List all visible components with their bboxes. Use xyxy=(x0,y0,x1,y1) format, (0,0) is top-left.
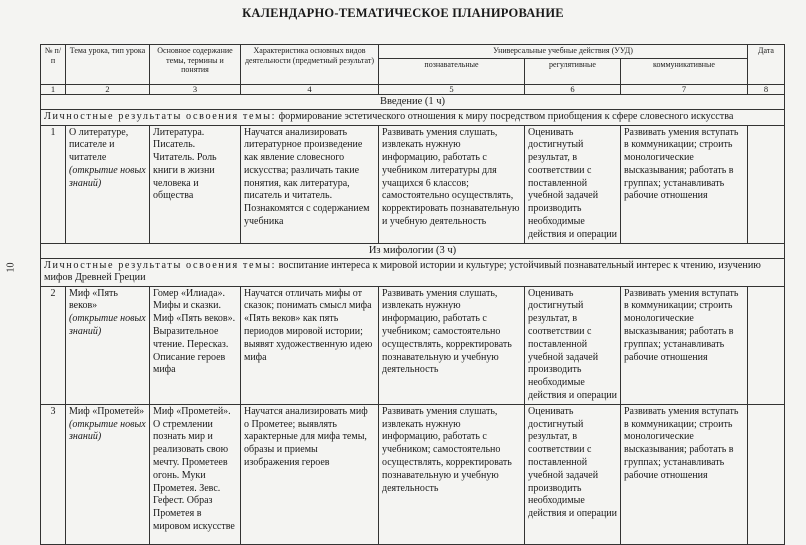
column-number: 3 xyxy=(150,85,241,95)
header-num: № п/п xyxy=(41,45,66,85)
personal-results xyxy=(41,258,785,286)
section-row xyxy=(41,243,785,258)
section-row xyxy=(41,95,785,110)
header-date: Дата xyxy=(748,45,785,85)
section-title: Из мифологии (3 ч) xyxy=(41,243,785,258)
header-regulatory: регулятивные xyxy=(525,59,621,85)
lesson-topic-title: О литературе, писателе и читателе xyxy=(69,126,129,164)
lesson-topic-title: Миф «Пять веков» xyxy=(69,287,118,312)
personal-results xyxy=(41,110,785,126)
lesson-num: 2 xyxy=(41,286,66,404)
personal-results-row xyxy=(41,110,785,126)
lesson-topic-type: (открытие новых знаний) xyxy=(69,164,146,189)
lesson-regulatory: Оценивать достигнутый результат, в соответствии с поставленной учебной задачей производить необходимые действия и операции xyxy=(525,286,621,404)
lesson-date xyxy=(748,404,785,544)
column-number: 7 xyxy=(621,85,748,95)
lesson-date xyxy=(748,125,785,243)
column-number: 1 xyxy=(41,85,66,95)
section-title: Введение (1 ч) xyxy=(41,95,785,110)
column-number: 6 xyxy=(525,85,621,95)
lesson-row xyxy=(41,286,785,404)
lesson-row xyxy=(41,404,785,544)
column-number: 5 xyxy=(379,85,525,95)
column-number: 2 xyxy=(66,85,150,95)
header-topic: Тема урока, тип урока xyxy=(66,45,150,85)
column-number: 8 xyxy=(748,85,785,95)
lesson-regulatory: Оценивать достигнутый результат, в соответствии с поставленной учебной задачей производить необходимые действия и операции xyxy=(525,125,621,243)
lesson-cognitive: Развивать умения слушать, извлекать нужную информацию, работать с учебником; самостоятельно осуществлять, корректировать познавательную и учебную деятельность xyxy=(379,404,525,544)
lesson-num: 1 xyxy=(41,125,66,243)
page-title: КАЛЕНДАРНО-ТЕМАТИЧЕСКОЕ ПЛАНИРОВАНИЕ xyxy=(242,6,564,20)
column-number: 4 xyxy=(241,85,379,95)
lesson-topic-type: (открытие новых знаний) xyxy=(69,313,146,338)
lesson-communicative: Развивать умения вступать в коммуникации; строить монологические высказывания; работать в группах; устанавливать рабочие отношения xyxy=(621,404,748,544)
personal-results-text: воспитание интереса к мировой истории и культуре; устойчивый познавательный интерес к чтению, изучению мифов Древней Греции xyxy=(44,259,761,284)
header-characteristic: Характеристика основных видов деятельности (предметный результат) xyxy=(241,45,379,85)
lesson-cognitive: Развивать умения слушать, извлекать нужную информацию, работать с учебником; самостоятельно осуществлять, корректировать познавательную и учебную деятельность xyxy=(379,286,525,404)
personal-results-label: Личностные результаты освоения темы: xyxy=(44,111,277,122)
page-number: 10 xyxy=(5,262,17,273)
lesson-content: Литература. Писатель. Читатель. Роль книги в жизни человека и общества xyxy=(150,125,241,243)
lesson-regulatory: Оценивать достигнутый результат, в соответствии с поставленной учебной задачей производить необходимые действия и операции xyxy=(525,404,621,544)
lesson-characteristic: Научатся анализировать миф о Прометее; выявлять характерные для мифа темы, образы и приемы изображения героев xyxy=(241,404,379,544)
lesson-content: Гомер «Илиада». Мифы и сказки. Миф «Пять веков». Выразительное чтение. Пересказ. Описание героев мифа xyxy=(150,286,241,404)
lesson-topic-title: Миф «Прометей» xyxy=(69,405,145,417)
lesson-topic xyxy=(66,286,150,404)
lesson-row xyxy=(41,125,785,243)
lesson-topic xyxy=(66,404,150,544)
lesson-date xyxy=(748,286,785,404)
header-communicative: коммуникативные xyxy=(621,59,748,85)
lesson-characteristic: Научатся анализировать литературное произведение как явление словесного искусства; различать такие понятия, как литература, писатель и читатель. Познакомятся с содержанием учебника xyxy=(241,125,379,243)
personal-results-text: формирование эстетического отношения к миру посредством приобщения к сфере словесного искусства xyxy=(276,111,734,122)
lesson-characteristic: Научатся отличать мифы от сказок; понимать смысл мифа «Пять веков» как пять периодов мировой истории; выявят художественную идею мифа xyxy=(241,286,379,404)
lesson-communicative: Развивать умения вступать в коммуникации; строить монологические высказывания; работать в группах; устанавливать рабочие отношения xyxy=(621,286,748,404)
column-numbers-row xyxy=(41,85,785,95)
lesson-topic-type: (открытие новых знаний) xyxy=(69,418,146,443)
personal-results-row xyxy=(41,258,785,286)
header-cognitive: познавательные xyxy=(379,59,525,85)
planning-table xyxy=(40,44,785,545)
lesson-cognitive: Развивать умения слушать, извлекать нужную информацию, работать с учебником литературы для учащихся 6 классов; самостоятельно осуществлять, корректировать познавательную и учебную деятельность xyxy=(379,125,525,243)
lesson-num: 3 xyxy=(41,404,66,544)
personal-results-label: Личностные результаты освоения темы: xyxy=(44,259,277,271)
lesson-communicative: Развивать умения вступать в коммуникации; строить монологические высказывания; работать в группах; устанавливать рабочие отношения xyxy=(621,125,748,243)
lesson-content: Миф «Прометей». О стремлении познать мир и реализовать свою мечту. Прометеев огонь. Муки Прометея. Зевс. Гефест. Образ Прометея в мировом искусстве xyxy=(150,404,241,544)
header-content: Основное содержание темы, термины и понятия xyxy=(150,45,241,85)
lesson-topic xyxy=(66,125,150,243)
header-uud: Универсальные учебные действия (УУД) xyxy=(379,45,748,59)
